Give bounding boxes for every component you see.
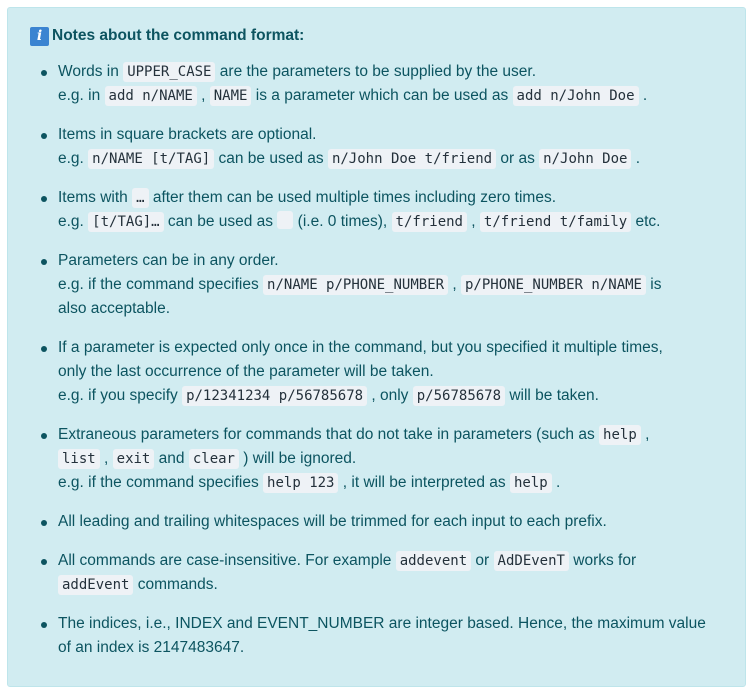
- text: (i.e. 0 times),: [293, 213, 392, 230]
- code-snippet: p/PHONE_NUMBER n/NAME: [461, 275, 646, 295]
- note-line: [58, 210, 727, 234]
- code-snippet: …: [132, 188, 148, 208]
- note-line: [58, 147, 727, 171]
- note-case-insensitive: [8, 549, 747, 597]
- note-line: of an index is 2147483647.: [58, 639, 245, 656]
- code-snippet: list: [58, 449, 100, 469]
- text: ,: [99, 450, 113, 467]
- text: works for: [568, 552, 637, 569]
- note-line: The indices, i.e., INDEX and EVENT_NUMBER are integer based. Hence, the maximum value: [58, 615, 706, 632]
- code-snippet: addevent: [396, 551, 471, 571]
- text: Items with: [58, 189, 133, 206]
- text: ,: [640, 426, 650, 443]
- note-line: If a parameter is expected only once in the command, but you specified it multiple times,: [58, 339, 663, 356]
- code-snippet: t/friend: [392, 212, 467, 232]
- note-line: [58, 384, 727, 408]
- text: after them can be used multiple times including zero times.: [148, 189, 557, 206]
- note-line: [58, 273, 727, 297]
- notes-title: [30, 25, 304, 47]
- note-line: [58, 471, 727, 495]
- code-snippet: AdDEvenT: [494, 551, 569, 571]
- note-extraneous-params: [8, 423, 747, 495]
- text: commands.: [133, 576, 218, 593]
- code-snippet: addEvent: [58, 575, 133, 595]
- text: and: [154, 450, 189, 467]
- text: e.g. if the command specifies: [58, 276, 264, 293]
- text: , only: [367, 387, 413, 404]
- text: ,: [196, 87, 210, 104]
- note-line: [58, 423, 727, 447]
- text: can be used as: [214, 150, 328, 167]
- text: will be taken.: [505, 387, 599, 404]
- note-line: [58, 573, 727, 597]
- text: e.g. if the command specifies: [58, 474, 264, 491]
- note-line: Parameters can be in any order.: [58, 252, 279, 269]
- text: e.g. if you specify: [58, 387, 183, 404]
- notes-list: [8, 60, 747, 675]
- notes-title-text: Notes about the command format:: [52, 27, 305, 44]
- text: .: [638, 87, 648, 104]
- code-snippet: exit: [113, 449, 155, 469]
- text: All commands are case-insensitive. For example: [58, 552, 396, 569]
- note-last-occurrence: [8, 336, 747, 408]
- text: can be used as: [163, 213, 278, 230]
- code-snippet: n/John Doe: [539, 149, 631, 169]
- code-snippet: t/friend t/family: [480, 212, 631, 232]
- text: e.g. in: [58, 87, 105, 104]
- text: are the parameters to be supplied by the user.: [215, 63, 537, 80]
- code-snippet: n/NAME [t/TAG]: [88, 149, 214, 169]
- text: ,: [448, 276, 461, 293]
- text: Extraneous parameters for commands that do not take in parameters (such as: [58, 426, 600, 443]
- text: is: [646, 276, 662, 293]
- note-line: [58, 60, 727, 84]
- note-whitespace-trimmed: [8, 510, 747, 534]
- text: .: [631, 150, 641, 167]
- note-line: Items in square brackets are optional.: [58, 126, 317, 143]
- note-indices: [8, 612, 747, 660]
- code-snippet: add n/John Doe: [513, 86, 639, 106]
- note-any-order: [8, 249, 747, 321]
- text: or as: [496, 150, 540, 167]
- note-line: [58, 84, 727, 108]
- code-snippet: [t/TAG]…: [88, 212, 163, 232]
- notes-callout: [7, 7, 746, 687]
- note-line: [58, 549, 727, 573]
- note-line: All leading and trailing whitespaces will be trimmed for each input to each prefix.: [58, 513, 607, 530]
- code-snippet: n/John Doe t/friend: [328, 149, 496, 169]
- text: e.g.: [58, 150, 89, 167]
- code-snippet: n/NAME p/PHONE_NUMBER: [263, 275, 448, 295]
- text: e.g.: [58, 213, 89, 230]
- code-snippet: p/12341234 p/56785678: [182, 386, 367, 406]
- note-line: [58, 186, 727, 210]
- text: ) will be ignored.: [239, 450, 357, 467]
- code-snippet: UPPER_CASE: [123, 62, 215, 82]
- code-snippet: clear: [189, 449, 239, 469]
- text: .: [551, 474, 561, 491]
- text: ,: [466, 213, 480, 230]
- note-line: only the last occurrence of the parameter will be taken.: [58, 363, 434, 380]
- code-snippet: NAME: [210, 86, 252, 106]
- empty-code-snippet: [277, 211, 293, 229]
- text: etc.: [631, 213, 661, 230]
- info-icon: i: [30, 27, 49, 46]
- note-upper-case-params: [8, 60, 747, 108]
- code-snippet: help: [510, 473, 552, 493]
- text: Words in: [58, 63, 124, 80]
- note-line: [58, 447, 727, 471]
- text: is a parameter which can be used as: [251, 87, 513, 104]
- text: , it will be interpreted as: [338, 474, 510, 491]
- code-snippet: help 123: [263, 473, 338, 493]
- code-snippet: help: [599, 425, 641, 445]
- note-line: also acceptable.: [58, 300, 171, 317]
- code-snippet: p/56785678: [413, 386, 505, 406]
- note-optional-brackets: [8, 123, 747, 171]
- code-snippet: add n/NAME: [105, 86, 197, 106]
- text: or: [471, 552, 494, 569]
- note-repeatable-items: [8, 186, 747, 234]
